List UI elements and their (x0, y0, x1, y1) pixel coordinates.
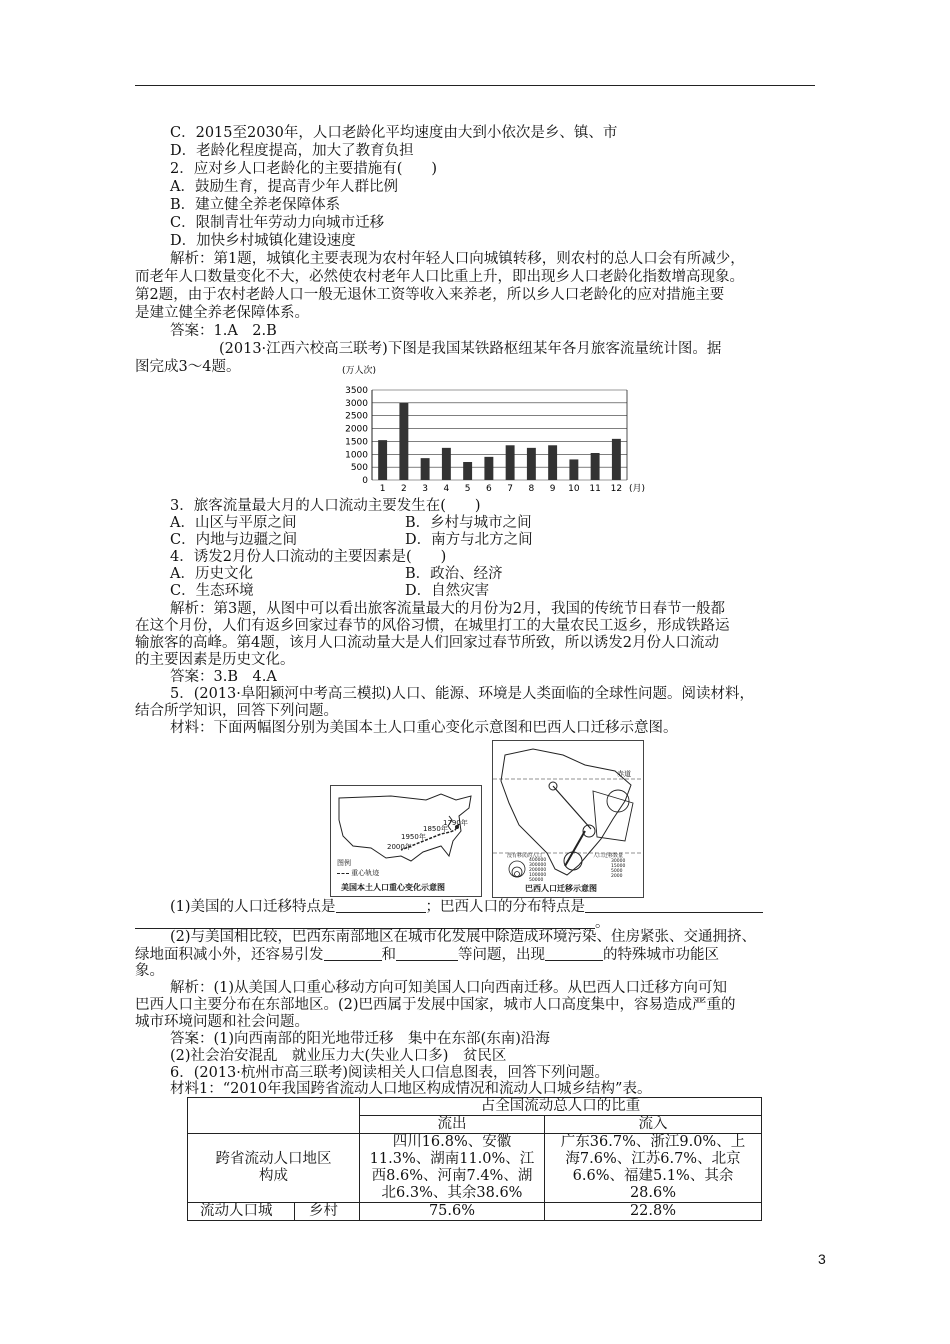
brazil-map-caption: 巴西人口迁移示意图 (525, 884, 597, 893)
question-3: 3．旅客流量最大月的人口流动主要发生在( ) (170, 498, 481, 514)
subquestion-2-line-3: 象。 (135, 963, 164, 979)
br-legend-1-title: 没有移民的人口 (507, 853, 543, 859)
option-b-q4: B．政治、经济 (405, 566, 503, 582)
table-in-header: 流入 (545, 1116, 762, 1134)
page-number: 3 (818, 1251, 826, 1267)
y-tick-label: 1000 (345, 450, 368, 461)
x-tick-label: 4 (443, 484, 450, 494)
blank-us-migration[interactable] (336, 898, 426, 913)
question-6: 6．(2013·杭州市高三联考)阅读相关人口信息图表，回答下列问题。 (170, 1065, 610, 1081)
option-c-q2: C．限制青壮年劳动力向城市迁移 (170, 215, 385, 231)
x-tick-label: 6 (486, 484, 492, 494)
header-rule (135, 85, 815, 86)
question-5-line-2: 结合所学知识，回答下列问题。 (135, 703, 338, 719)
x-tick-label: 1 (379, 484, 386, 494)
passenger-flow-chart (320, 360, 646, 495)
option-a-q4: A．历史文化 (170, 566, 253, 582)
answer-5-line-2: (2)社会治安混乱 就业压力大(失业人口多) 贫民区 (170, 1048, 507, 1064)
explanation-1-line-4: 是建立健全养老保障体系。 (135, 305, 309, 321)
x-axis-unit: (月) (629, 484, 646, 494)
label-1950: 1950年 (401, 833, 426, 841)
explanation-1-line-3: 第2题，由于农村老龄人口一般无退休工资等收入来养老，所以乡人口老龄化的应对措施主要 (135, 287, 725, 303)
bar (569, 459, 578, 480)
intro-3-4-line-2: 图完成3～4题。 (135, 359, 241, 375)
question-5-line-1: 5．(2013·阜阳颍河中考高三模拟)人口、能源、环境是人类面临的全球性问题。阅读材料， (170, 686, 755, 702)
bar (484, 457, 493, 480)
subquestion-2-text-b: 绿地面积减小外，还容易引发 (135, 947, 324, 963)
bar (442, 448, 451, 480)
bar (378, 440, 387, 480)
explanation-5-line-3: 城市环境问题和社会问题。 (135, 1014, 309, 1030)
table-out-line: 北6.3%、其余38.6% (381, 1185, 523, 1201)
br-legend-2-values (611, 859, 625, 879)
explanation-1-line-2: 而老年人口数量变化不大，必然使农村老年人口比重上升，即出现乡人口老龄化指数增高现象。 (135, 269, 744, 285)
label-2000: 2000年 (387, 843, 412, 851)
explanation-3-4-line-1: 解析：第3题，从图中可以看出旅客流量最大的月份为2月，我国的传统节日春节一般都 (170, 601, 725, 617)
us-legend-item-label: 重心轨迹 (351, 869, 380, 877)
bar (612, 439, 621, 480)
br-legend-2-value: 15000 (611, 864, 626, 869)
option-d-q2: D．加快乡村城镇化建设速度 (170, 233, 356, 249)
table-row2-label-cell (188, 1203, 360, 1221)
br-legend-2-value: 5000 (611, 869, 623, 874)
bar (421, 458, 430, 480)
y-tick-label: 500 (350, 463, 368, 474)
bar (527, 448, 536, 480)
migration-table (187, 1097, 762, 1221)
table-row2-out: 75.6% (360, 1203, 545, 1221)
option-a-q2: A．鼓励生育，提高青少年人群比例 (170, 179, 398, 195)
us-map-figure (330, 785, 482, 897)
option-b-q3: B．乡村与城市之间 (405, 515, 532, 531)
explanation-3-4-line-4: 的主要因素是历史文化。 (135, 652, 295, 668)
y-tick-label: 3000 (345, 398, 368, 409)
x-tick-label: 7 (507, 484, 513, 494)
table-row (188, 1098, 762, 1116)
br-legend-2-value: 30000 (611, 859, 626, 864)
y-tick-label: 3500 (345, 386, 368, 396)
explanation-5-line-2: 巴西人口主要分布在东部地区。(2)巴西属于发展中国家，城市人口高度集中，容易造成严重的 (135, 997, 736, 1013)
table-in-line: 海7.6%、江苏6.7%、北京 (565, 1151, 741, 1167)
bar (591, 453, 600, 480)
table-corner-cell (188, 1098, 360, 1134)
blank-function-zone[interactable] (545, 946, 603, 961)
option-d-q4: D．自然灾害 (405, 583, 490, 599)
table-out-line: 11.3%、湖南11.0%、江 (369, 1151, 535, 1167)
option-d-q3: D．南方与北方之间 (405, 532, 533, 548)
y-axis-label: (万人次) (342, 366, 377, 376)
table-in-cell (545, 1134, 762, 1203)
subquestion-1-text-a: (1)美国的人口迁移特点是 (170, 899, 336, 915)
option-c-q3: C．内地与边疆之间 (170, 532, 298, 548)
table-in-line: 广东36.7%、浙江9.0%、上 (560, 1134, 746, 1150)
br-legend-1-values (529, 858, 546, 883)
option-b-q2: B．建立健全养老保障体系 (170, 197, 341, 213)
y-tick-label: 1500 (345, 437, 368, 448)
bar (399, 403, 408, 480)
table-row2-sub: 乡村 (309, 1203, 338, 1219)
material-intro: 材料：下面两幅图分别为美国本土人口重心变化示意图和巴西人口迁移示意图。 (170, 720, 678, 736)
label-1850: 1850年 (423, 825, 448, 833)
table-out-cell (360, 1134, 545, 1203)
subquestion-1-text-b: ；巴西人口的分布特点是 (425, 899, 586, 915)
table-row2-label: 流动人口城 (188, 1203, 295, 1220)
y-tick-label: 2000 (345, 424, 368, 435)
subquestion-2-text-d: 等问题，出现 (458, 947, 545, 963)
y-tick-label: 2500 (345, 411, 368, 422)
brazil-map-figure (492, 740, 644, 898)
br-legend-1-value: 200000 (529, 868, 547, 873)
table-row2-in: 22.8% (545, 1203, 762, 1221)
explanation-3-4-line-2: 在这个月份，人们有返乡回家过春节的风俗习惯，在城里打工的大量农民工返乡，形成铁路运 (135, 618, 730, 634)
us-map-caption: 美国本土人口重心变化示意图 (341, 883, 445, 892)
table-row1-label-text: 跨省流动人口地区构成 (215, 1151, 332, 1184)
question-4: 4．诱发2月份人口流动的主要因素是( ) (170, 549, 447, 565)
blank-problem-1[interactable] (324, 946, 382, 961)
bar (548, 445, 557, 480)
blank-brazil-distribution[interactable] (585, 898, 763, 913)
table-out-header: 流出 (360, 1116, 545, 1134)
explanation-1-line-1: 解析：第1题，城镇化主要表现为农村年轻人口向城镇转移，则农村的总人口会有所减少， (170, 251, 745, 267)
table-out-line: 西8.6%、河南7.4%、湖 (371, 1168, 533, 1184)
blank-brazil-distribution-cont[interactable] (135, 914, 595, 929)
x-tick-label: 9 (549, 484, 556, 494)
material-1: 材料1：“2010年我国跨省流动人口地区构成情况和流动人口城乡结构”表。 (170, 1081, 652, 1097)
table-header-cell: 占全国流动总人口的比重 (360, 1098, 762, 1116)
option-c-q1: C．2015至2030年，人口老龄化平均速度由大到小依次是乡、镇、市 (170, 125, 618, 141)
option-a-q3: A．山区与平原之间 (170, 515, 297, 531)
option-d-q1: D．老龄化程度提高，加大了教育负担 (170, 143, 414, 159)
explanation-5-line-1: 解析：(1)从美国人口重心移动方向可知美国人口向西南迁移。从巴西人口迁移方向可知 (170, 980, 728, 996)
x-tick-label: 12 (610, 484, 623, 494)
subquestion-2-line-2 (135, 946, 719, 964)
table-out-line: 四川16.8%、安徽 (392, 1134, 512, 1150)
subquestion-2-line-1: (2)与美国相比较，巴西东南部地区在城市化发展中除造成环境污染、住房紧张、交通拥挤、 (170, 929, 757, 945)
subquestion-1-end: 。 (595, 915, 610, 931)
x-tick-label: 5 (464, 484, 471, 494)
us-legend-title: 图例 (337, 859, 351, 867)
br-legend-2-title: 人口迁移数量 (593, 853, 624, 859)
br-legend-1-value: 50000 (529, 878, 544, 883)
intro-3-4-line-1: (2013·江西六校高三联考)下图是我国某铁路枢纽某年各月旅客流量统计图。据 (219, 341, 722, 357)
x-tick-label: 3 (422, 484, 428, 494)
table-in-line: 6.6%、福建5.1%、其余 (572, 1168, 734, 1184)
table-in-line: 28.6% (629, 1185, 677, 1201)
subquestion-2-text-c: 和 (381, 947, 396, 963)
br-legend-1-value: 300000 (529, 863, 547, 868)
br-legend-2-value: 2000 (611, 874, 623, 879)
bar (506, 445, 515, 480)
table-row (188, 1134, 762, 1203)
answer-3-4: 答案：3.B 4.A (170, 669, 277, 685)
y-tick-label: 0 (362, 476, 368, 486)
question-2: 2．应对乡人口老龄化的主要措施有( ) (170, 161, 438, 177)
answer-5-line-1: 答案：(1)向西南部的阳光地带迁移 集中在东部(东南)沿海 (170, 1031, 550, 1047)
x-tick-label: 10 (568, 484, 580, 494)
x-tick-label: 11 (589, 484, 601, 494)
table-row1-label (188, 1134, 360, 1203)
equator-label: 赤道 (617, 770, 631, 778)
option-c-q4: C．生态环境 (170, 583, 254, 599)
table-row (188, 1203, 762, 1221)
bar (463, 462, 472, 480)
us-legend-item (337, 868, 379, 878)
x-tick-label: 8 (528, 484, 535, 494)
br-legend-1-value: 400000 (529, 858, 547, 863)
x-tick-label: 2 (401, 484, 407, 494)
subquestion-2-text-e: 的特殊城市功能区 (603, 947, 719, 963)
answer-1-2: 答案：1.A 2.B (170, 323, 277, 339)
explanation-3-4-line-3: 输旅客的高峰。第4题，该月人口流动量大是人们回家过春节所致，所以诱发2月份人口流动 (135, 635, 719, 651)
label-1790: 1790年 (443, 819, 468, 827)
br-legend-1-value: 100000 (529, 873, 547, 878)
blank-problem-2[interactable] (396, 946, 458, 961)
